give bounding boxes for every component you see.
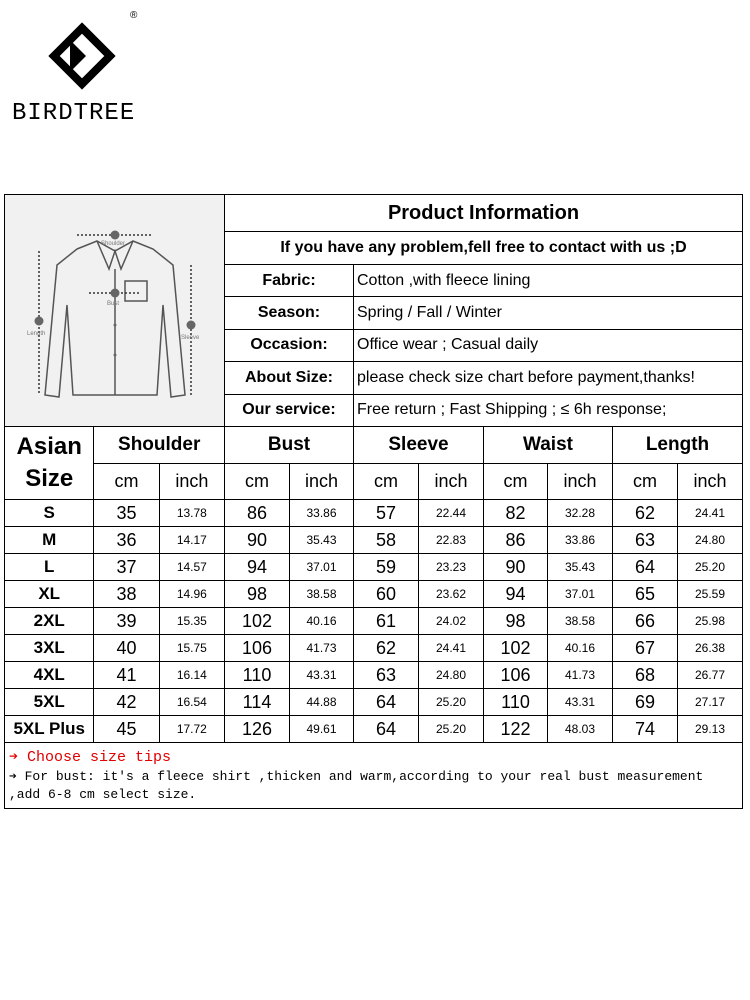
table-cell: 35.43 — [548, 554, 613, 581]
size-label: 3XL — [5, 635, 94, 662]
table-cell: 26.38 — [678, 635, 743, 662]
table-row — [5, 635, 743, 662]
size-column-header — [5, 427, 94, 500]
table-cell: 24.80 — [678, 527, 743, 554]
table-cell: 62 — [613, 500, 678, 527]
table-cell: 24.41 — [678, 500, 743, 527]
diagram-label-shoulder: Shoulder — [101, 241, 126, 247]
table-row — [5, 554, 743, 581]
unit-inch: inch — [159, 464, 224, 500]
table-cell: 24.41 — [419, 635, 484, 662]
table-cell: 106 — [484, 662, 548, 689]
table-cell: 38 — [94, 581, 159, 608]
brand-name: BIRDTREE — [12, 100, 136, 127]
size-label: 2XL — [5, 608, 94, 635]
table-row — [5, 500, 743, 527]
table-cell: 66 — [613, 608, 678, 635]
table-cell: 64 — [613, 554, 678, 581]
table-cell: 90 — [484, 554, 548, 581]
table-cell: 102 — [225, 608, 290, 635]
table-cell: 33.86 — [290, 500, 354, 527]
info-value-fabric: Cotton ,with fleece lining — [354, 264, 743, 296]
info-label-about-size: About Size: — [225, 362, 354, 394]
table-cell: 39 — [94, 608, 159, 635]
table-cell: 40.16 — [548, 635, 613, 662]
info-value-service: Free return ; Fast Shipping ; ≤ 6h response; — [354, 394, 743, 426]
table-cell: 14.96 — [159, 581, 224, 608]
table-cell: 60 — [354, 581, 419, 608]
table-cell: 25.59 — [678, 581, 743, 608]
info-label-service: Our service: — [225, 394, 354, 426]
table-cell: 64 — [354, 689, 419, 716]
unit-cm: cm — [613, 464, 678, 500]
table-cell: 43.31 — [290, 662, 354, 689]
table-cell: 126 — [225, 716, 290, 743]
info-value-about-size: please check size chart before payment,thanks! — [354, 362, 743, 394]
table-cell: 14.57 — [159, 554, 224, 581]
info-subtitle: If you have any problem,fell free to contact with us ;D — [225, 232, 743, 264]
table-cell: 86 — [484, 527, 548, 554]
unit-cm: cm — [94, 464, 159, 500]
table-cell: 13.78 — [159, 500, 224, 527]
table-cell: 41 — [94, 662, 159, 689]
table-cell: 98 — [225, 581, 290, 608]
table-cell: 17.72 — [159, 716, 224, 743]
table-cell: 26.77 — [678, 662, 743, 689]
size-label: XL — [5, 581, 94, 608]
table-cell: 48.03 — [548, 716, 613, 743]
table-cell: 110 — [484, 689, 548, 716]
unit-cm: cm — [225, 464, 290, 500]
diagram-label-sleeve: Sleeve — [181, 335, 200, 341]
table-cell: 102 — [484, 635, 548, 662]
table-cell: 25.20 — [419, 689, 484, 716]
table-cell: 86 — [225, 500, 290, 527]
size-label: L — [5, 554, 94, 581]
table-cell: 15.75 — [159, 635, 224, 662]
table-cell: 59 — [354, 554, 419, 581]
size-header-line1: Asian — [16, 433, 82, 460]
table-cell: 41.73 — [548, 662, 613, 689]
table-cell: 37.01 — [548, 581, 613, 608]
table-cell: 94 — [225, 554, 290, 581]
table-cell: 23.23 — [419, 554, 484, 581]
table-cell: 62 — [354, 635, 419, 662]
garment-diagram — [5, 195, 225, 427]
table-cell: 65 — [613, 581, 678, 608]
table-cell: 25.20 — [678, 554, 743, 581]
table-cell: 45 — [94, 716, 159, 743]
table-cell: 15.35 — [159, 608, 224, 635]
table-cell: 110 — [225, 662, 290, 689]
group-header-waist: Waist — [484, 427, 613, 464]
table-cell: 25.98 — [678, 608, 743, 635]
table-cell: 40.16 — [290, 608, 354, 635]
size-label: M — [5, 527, 94, 554]
table-cell: 122 — [484, 716, 548, 743]
table-row — [5, 608, 743, 635]
size-tips-body: ➔ For bust: it's a fleece shirt ,thicken and warm,according to your real bust measurement ,add 6-8 cm select size. — [5, 766, 743, 809]
shirt-measurement-icon — [5, 195, 224, 421]
unit-inch: inch — [290, 464, 354, 500]
unit-cm: cm — [354, 464, 419, 500]
diagram-label-bust: Bust — [107, 301, 120, 307]
table-cell: 82 — [484, 500, 548, 527]
table-cell: 29.13 — [678, 716, 743, 743]
unit-cm: cm — [484, 464, 548, 500]
table-cell: 69 — [613, 689, 678, 716]
group-header-shoulder: Shoulder — [94, 427, 225, 464]
info-label-fabric: Fabric: — [225, 264, 354, 296]
size-label: 5XL — [5, 689, 94, 716]
table-cell: 14.17 — [159, 527, 224, 554]
size-tips-heading: ➔ Choose size tips — [5, 743, 743, 767]
unit-inch: inch — [419, 464, 484, 500]
table-cell: 98 — [484, 608, 548, 635]
table-cell: 41.73 — [290, 635, 354, 662]
table-row — [5, 716, 743, 743]
table-cell: 43.31 — [548, 689, 613, 716]
table-cell: 22.83 — [419, 527, 484, 554]
table-cell: 27.17 — [678, 689, 743, 716]
table-cell: 35 — [94, 500, 159, 527]
table-cell: 23.62 — [419, 581, 484, 608]
table-cell: 16.14 — [159, 662, 224, 689]
info-value-season: Spring / Fall / Winter — [354, 297, 743, 329]
table-cell: 36 — [94, 527, 159, 554]
info-title: Product Information — [225, 195, 743, 232]
table-cell: 42 — [94, 689, 159, 716]
table-cell: 58 — [354, 527, 419, 554]
size-chart-table — [4, 194, 743, 809]
table-row — [5, 581, 743, 608]
table-cell: 38.58 — [290, 581, 354, 608]
table-row — [5, 662, 743, 689]
table-cell: 61 — [354, 608, 419, 635]
table-cell: 74 — [613, 716, 678, 743]
table-cell: 90 — [225, 527, 290, 554]
table-cell: 94 — [484, 581, 548, 608]
table-cell: 33.86 — [548, 527, 613, 554]
group-header-sleeve: Sleeve — [354, 427, 484, 464]
table-cell: 44.88 — [290, 689, 354, 716]
table-cell: 68 — [613, 662, 678, 689]
table-cell: 37.01 — [290, 554, 354, 581]
table-row — [5, 527, 743, 554]
table-row — [5, 689, 743, 716]
table-cell: 38.58 — [548, 608, 613, 635]
table-cell: 40 — [94, 635, 159, 662]
size-label: 5XL Plus — [5, 716, 94, 743]
table-cell: 24.80 — [419, 662, 484, 689]
unit-inch: inch — [548, 464, 613, 500]
group-header-bust: Bust — [225, 427, 354, 464]
table-cell: 49.61 — [290, 716, 354, 743]
size-label: 4XL — [5, 662, 94, 689]
info-label-season: Season: — [225, 297, 354, 329]
size-label: S — [5, 500, 94, 527]
table-cell: 16.54 — [159, 689, 224, 716]
table-cell: 35.43 — [290, 527, 354, 554]
group-header-length: Length — [613, 427, 743, 464]
table-cell: 24.02 — [419, 608, 484, 635]
size-header-line2: Size — [25, 465, 74, 492]
table-cell: 114 — [225, 689, 290, 716]
diagram-label-length: Length — [27, 331, 46, 337]
table-cell: 57 — [354, 500, 419, 527]
table-cell: 63 — [613, 527, 678, 554]
unit-inch: inch — [678, 464, 743, 500]
table-cell: 67 — [613, 635, 678, 662]
info-value-occasion: Office wear ; Casual daily — [354, 329, 743, 361]
table-cell: 25.20 — [419, 716, 484, 743]
table-cell: 37 — [94, 554, 159, 581]
table-cell: 32.28 — [548, 500, 613, 527]
table-cell: 106 — [225, 635, 290, 662]
table-cell: 64 — [354, 716, 419, 743]
info-label-occasion: Occasion: — [225, 329, 354, 361]
table-cell: 22.44 — [419, 500, 484, 527]
registered-mark: ® — [130, 10, 138, 21]
table-cell: 63 — [354, 662, 419, 689]
